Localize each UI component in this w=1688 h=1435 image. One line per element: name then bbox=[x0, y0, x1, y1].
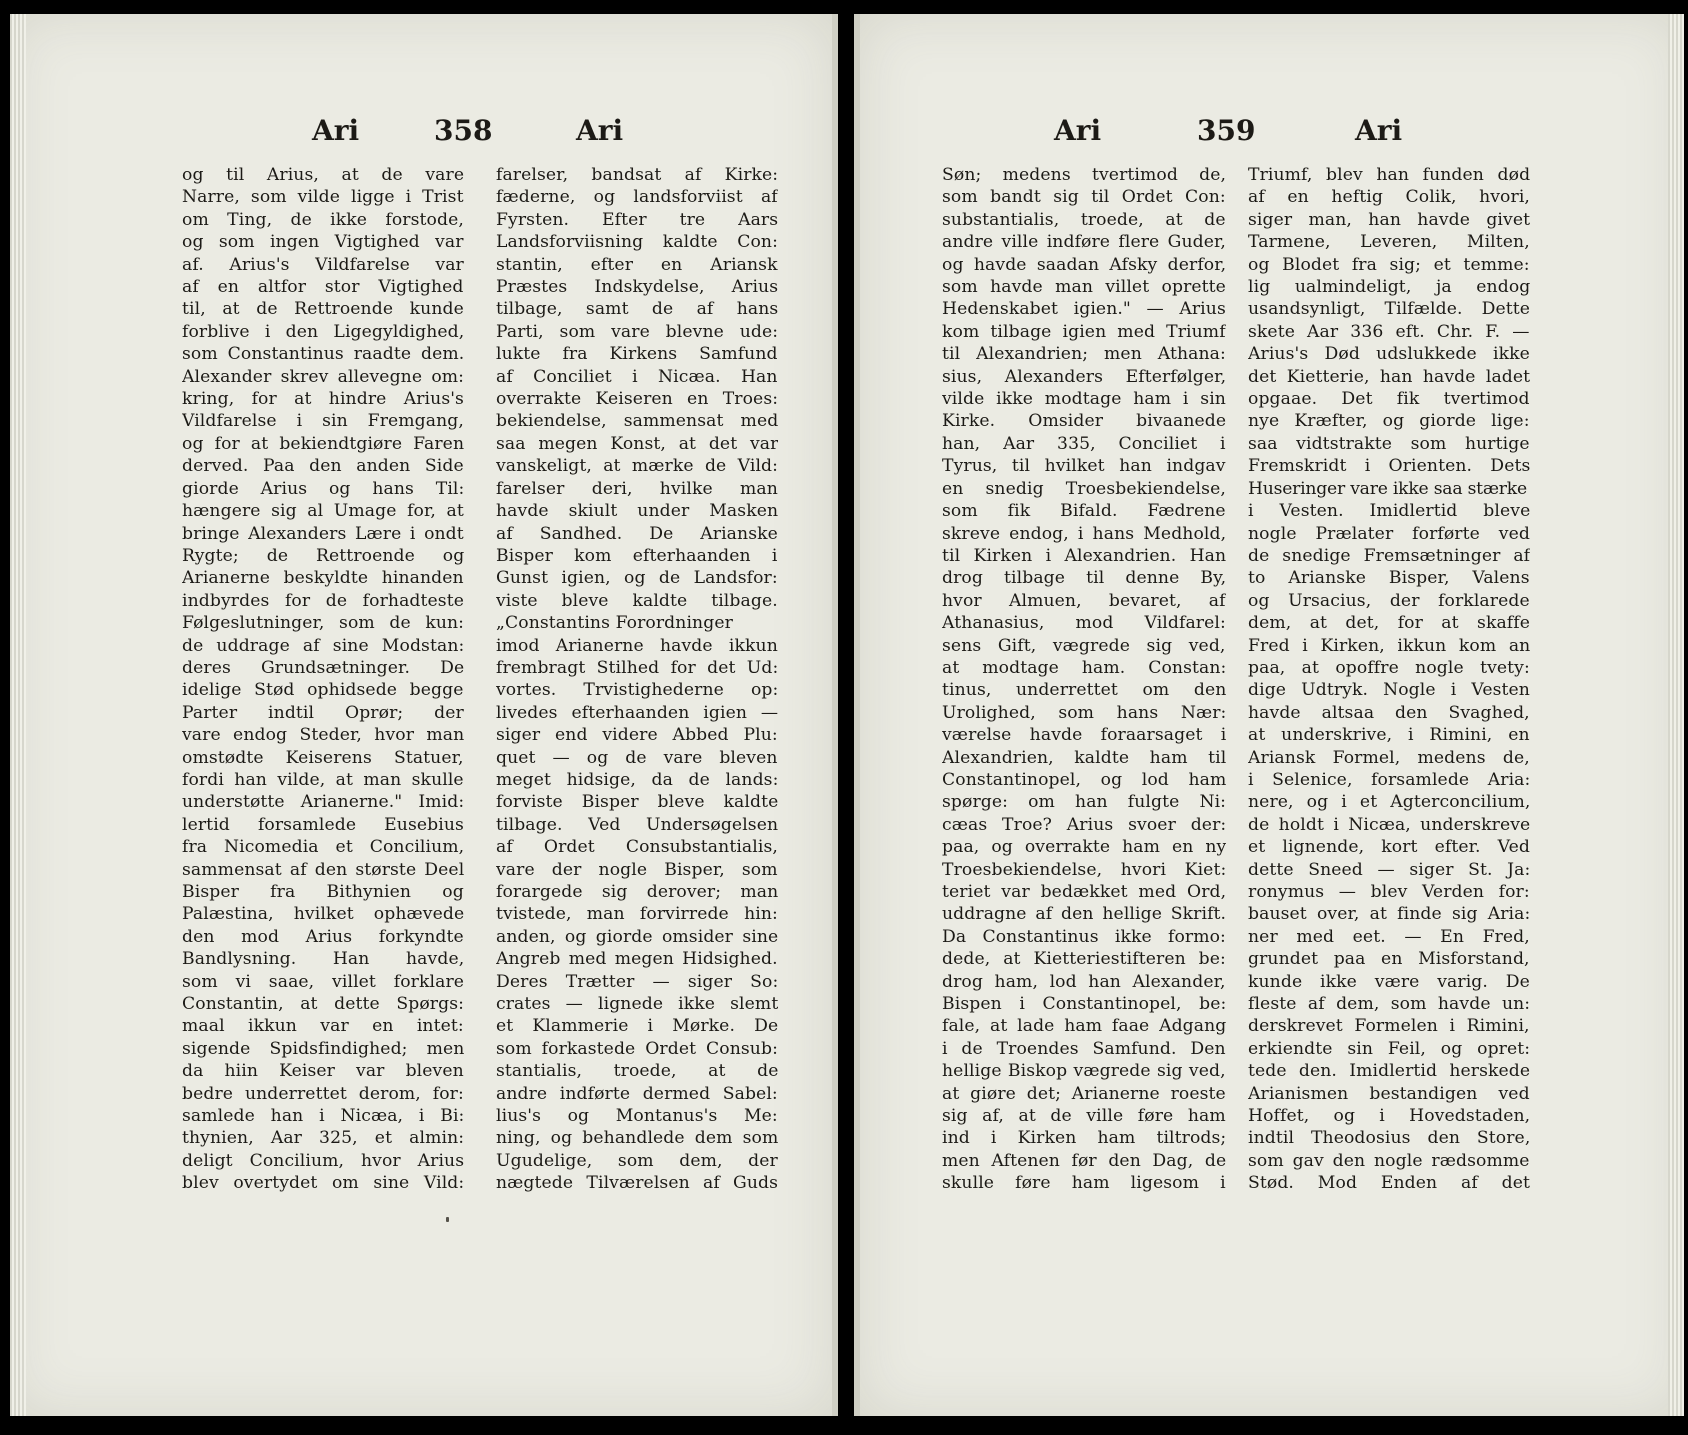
text-line: farelser, bandsat af Kirke: bbox=[496, 165, 778, 185]
text-line: nye Kræfter, og giorde lige: bbox=[1248, 411, 1530, 432]
text-line: en snedig Troesbekiendelse, bbox=[942, 478, 1226, 499]
text-line: Triumf, blev han funden død bbox=[1248, 165, 1530, 185]
text-line: andre indførte dermed Sabel: bbox=[496, 1083, 778, 1104]
text-line: fordi han vilde, at man skulle bbox=[182, 769, 464, 790]
text-line: fæderne, og landsforviist af bbox=[496, 187, 778, 208]
text-line: han, Aar 335, Conciliet i bbox=[942, 433, 1226, 454]
text-line: anden, og giorde omsider sine bbox=[496, 926, 778, 947]
text-line: ning, og behandlede dem som bbox=[496, 1128, 778, 1149]
text-line: Da Constantinus ikke formo: bbox=[942, 926, 1226, 947]
text-line: som fik Bifald. Fædrene bbox=[942, 501, 1226, 522]
text-line: indtil Theodosius den Store, bbox=[1248, 1128, 1530, 1149]
text-line: deres Grundsætninger. De bbox=[182, 657, 464, 678]
text-line: stantin, efter en Ariansk bbox=[496, 254, 778, 275]
text-line: af en altfor stor Vigtighed bbox=[182, 277, 464, 298]
text-line: de uddrage af sine Modstan: bbox=[182, 635, 464, 656]
text-line: bedre underrettet derom, for: bbox=[182, 1083, 464, 1104]
text-line: værelse havde foraarsaget i bbox=[942, 725, 1226, 746]
text-line: imod Arianerne havde ikkun bbox=[496, 635, 778, 656]
text-line: som gav den nogle rædsomme bbox=[1248, 1150, 1530, 1171]
text-line: Parti, som vare blevne ude: bbox=[496, 321, 778, 342]
text-line: af Sandhed. De Arianske bbox=[496, 523, 778, 544]
text-line: og Ursacius, der forklarede bbox=[1248, 590, 1530, 611]
page-edge bbox=[1668, 14, 1684, 1416]
text-line: Gunst igien, og de Landsfor: bbox=[496, 568, 778, 589]
text-line: opgaae. Det fik tvertimod bbox=[1248, 389, 1530, 410]
text-line: Ariansk Formel, medens de, bbox=[1248, 747, 1530, 768]
right-page bbox=[854, 14, 1684, 1416]
text-line: Alexandrien, kaldte ham til bbox=[942, 747, 1226, 768]
text-line: understøtte Arianerne." Imid: bbox=[182, 792, 464, 813]
text-line: vortes. Trvistighederne op: bbox=[496, 680, 778, 701]
text-line: kunde ikke være varig. De bbox=[1248, 971, 1530, 992]
text-line: quet — og de vare bleven bbox=[496, 747, 778, 768]
text-line: den mod Arius forkyndte bbox=[182, 926, 464, 947]
text-line: til Alexandrien; men Athana: bbox=[942, 344, 1226, 365]
text-line: substantialis, troede, at de bbox=[942, 209, 1226, 230]
text-line: og som ingen Vigtighed var bbox=[182, 232, 464, 253]
text-line: deligt Concilium, hvor Arius bbox=[182, 1150, 464, 1171]
header-left-word: Ari bbox=[1054, 114, 1102, 147]
text-line: crates — lignede ikke slemt bbox=[496, 994, 778, 1015]
text-line: og for at bekiendtgiøre Faren bbox=[182, 433, 464, 454]
text-line: kom tilbage igien med Triumf bbox=[942, 321, 1226, 342]
text-line: Bandlysning. Han havde, bbox=[182, 949, 464, 970]
text-line: Fremskridt i Orienten. Dets bbox=[1248, 456, 1530, 477]
text-line: og Blodet fra sig; et temme: bbox=[1248, 254, 1530, 275]
text-line: derved. Paa den anden Side bbox=[182, 456, 464, 477]
text-line: tilbage, samt de af hans bbox=[496, 299, 778, 320]
text-line: at underskrive, i Rimini, en bbox=[1248, 725, 1530, 746]
text-line: bauset over, at finde sig Aria: bbox=[1248, 904, 1530, 925]
text-line: fra Nicomedia et Concilium, bbox=[182, 837, 464, 858]
text-line: bekiendelse, sammensat med bbox=[496, 411, 778, 432]
text-column-2 bbox=[1248, 164, 1530, 1195]
text-column-2 bbox=[496, 164, 778, 1195]
text-line: Hedenskabet igien." — Arius bbox=[942, 299, 1226, 320]
text-line: livedes efterhaanden igien — bbox=[496, 702, 778, 723]
text-line: paa, og overrakte ham en ny bbox=[942, 837, 1226, 858]
text-line: omstødte Keiserens Statuer, bbox=[182, 747, 464, 768]
text-line: Troesbekiendelse, hvori Kiet: bbox=[942, 859, 1226, 880]
text-line: Rygte; de Rettroende og bbox=[182, 545, 464, 566]
text-line: „Constantins Forordninger bbox=[496, 613, 733, 634]
text-line: andre ville indføre flere Guder, bbox=[942, 232, 1226, 253]
text-line: Bispen i Constantinopel, be: bbox=[942, 994, 1226, 1015]
text-line: forargede sig derover; man bbox=[496, 882, 778, 902]
text-line: siger man, han havde givet bbox=[1248, 209, 1530, 230]
text-line: Fyrsten. Efter tre Aars bbox=[496, 209, 778, 230]
text-line: Arianismen bestandigen ved bbox=[1248, 1083, 1530, 1104]
text-line: at modtage ham. Constan: bbox=[942, 657, 1226, 678]
text-line: de snedige Fremsætninger af bbox=[1248, 545, 1530, 566]
text-line: paa, at opoffre nogle tvety: bbox=[1248, 657, 1530, 678]
text-line: af Conciliet i Nicæa. Han bbox=[496, 366, 778, 387]
text-line: ronymus — blev Verden for: bbox=[1248, 882, 1530, 902]
text-line: vare der nogle Bisper, som bbox=[496, 859, 778, 880]
text-line: havde altsaa den Svaghed, bbox=[1248, 702, 1530, 723]
text-line: cæas Troe? Arius svoer der: bbox=[942, 814, 1226, 835]
text-line: og til Arius, at de vare bbox=[182, 165, 464, 185]
text-line: sigende Spidsfindighed; men bbox=[182, 1038, 464, 1059]
text-line: vare endog Steder, hvor man bbox=[182, 725, 464, 746]
text-line: indbyrdes for de forhadteste bbox=[182, 590, 464, 611]
text-line: Ugudelige, som dem, der bbox=[496, 1150, 778, 1171]
text-line: om Ting, de ikke forstode, bbox=[182, 209, 464, 230]
text-line: Bisper kom efterhaanden i bbox=[496, 545, 778, 566]
text-line: nere, og i et Agterconcilium, bbox=[1248, 792, 1530, 813]
text-line: forblive i den Ligegyldighed, bbox=[182, 321, 464, 342]
text-line: hellige Biskop vægrede sig ved, bbox=[942, 1061, 1226, 1082]
text-line: havde skiult under Masken bbox=[496, 501, 778, 522]
text-line: dige Udtryk. Nogle i Vesten bbox=[1248, 680, 1530, 701]
text-line: tvistede, man forvirrede hin: bbox=[496, 904, 778, 925]
text-line: spørge: om han fulgte Ni: bbox=[942, 792, 1226, 813]
text-line: fale, at lade ham faae Adgang bbox=[942, 1016, 1226, 1037]
header-right-word: Ari bbox=[1355, 114, 1403, 147]
text-line: tilbage. Ved Undersøgelsen bbox=[496, 814, 778, 835]
text-line: Hoffet, og i Hovedstaden, bbox=[1248, 1106, 1530, 1127]
page-number: 359 bbox=[1197, 114, 1256, 147]
text-line: saa megen Konst, at det var bbox=[496, 433, 778, 454]
text-line: hvor Almuen, bevaret, af bbox=[942, 590, 1226, 611]
text-line: ind i Kirken ham tiltrods; bbox=[942, 1128, 1226, 1149]
text-line: teriet var bedækket med Ord, bbox=[942, 882, 1226, 902]
text-line: det Kietterie, han havde ladet bbox=[1248, 366, 1530, 387]
text-line: erkiendte sin Feil, og opret: bbox=[1248, 1038, 1530, 1059]
text-line: Stød. Mod Enden af det bbox=[1248, 1173, 1530, 1194]
text-line: Constantin, at dette Spørgs: bbox=[182, 994, 464, 1015]
text-line: skreve endog, i hans Medhold, bbox=[942, 523, 1226, 544]
text-line: Constantinopel, og lod ham bbox=[942, 769, 1226, 790]
text-line: meget hidsige, da de lands: bbox=[496, 769, 778, 790]
text-line: sius, Alexanders Efterfølger, bbox=[942, 366, 1226, 387]
left-page bbox=[10, 14, 838, 1416]
text-line: hængere sig al Umage for, at bbox=[182, 501, 464, 522]
text-line: men Aftenen før den Dag, de bbox=[942, 1150, 1226, 1171]
text-line: lig ualmindeligt, ja endog bbox=[1248, 277, 1530, 298]
text-line: som forkastede Ordet Consub: bbox=[496, 1038, 778, 1059]
text-line: lertid forsamlede Eusebius bbox=[182, 814, 464, 835]
text-line: Athanasius, mod Vildfarel: bbox=[942, 613, 1226, 634]
text-line: blev overtydet om sine Vild: bbox=[182, 1173, 464, 1194]
text-line: Vildfarelse i sin Fremgang, bbox=[182, 411, 464, 432]
text-line: lius's og Montanus's Me: bbox=[496, 1106, 778, 1127]
text-line: Tyrus, til hvilket han indgav bbox=[942, 456, 1226, 477]
text-line: tede den. Imidlertid herskede bbox=[1248, 1061, 1530, 1082]
text-line: i Vesten. Imidlertid bleve bbox=[1248, 501, 1530, 522]
text-line: viste bleve kaldte tilbage. bbox=[496, 590, 778, 611]
text-line: skete Aar 336 eft. Chr. F. — bbox=[1248, 321, 1530, 342]
text-line: i de Troendes Samfund. Den bbox=[942, 1038, 1226, 1059]
text-line: dem, at det, for at skaffe bbox=[1248, 613, 1530, 634]
text-line: idelige Stød ophidsede begge bbox=[182, 680, 464, 701]
text-line: af Ordet Consubstantialis, bbox=[496, 837, 778, 858]
text-line: frembragt Stilhed for det Ud: bbox=[496, 657, 778, 678]
text-line: thynien, Aar 325, et almin: bbox=[182, 1128, 464, 1149]
text-line: kring, for at hindre Arius's bbox=[182, 389, 464, 410]
text-line: i Selenice, forsamlede Aria: bbox=[1248, 769, 1530, 790]
text-line: Urolighed, som hans Nær: bbox=[942, 702, 1226, 723]
text-line: Følgeslutninger, som de kun: bbox=[182, 613, 464, 634]
text-line: vilde ikke modtage ham i sin bbox=[942, 389, 1226, 410]
text-line: maal ikkun var en intet: bbox=[182, 1016, 464, 1037]
text-line: og havde saadan Afsky derfor, bbox=[942, 254, 1226, 275]
text-line: nogle Prælater forførte ved bbox=[1248, 523, 1530, 544]
text-line: Palæstina, hvilket ophævede bbox=[182, 904, 464, 925]
text-line: som vi saae, villet forklare bbox=[182, 971, 464, 992]
text-column-1 bbox=[942, 164, 1226, 1195]
text-line: Arianerne beskyldte hinanden bbox=[182, 568, 464, 589]
text-line: tinus, underrettet om den bbox=[942, 680, 1226, 701]
text-line: Huseringer vare ikke saa stærke bbox=[1248, 478, 1527, 499]
text-line: et lignende, kort efter. Ved bbox=[1248, 837, 1530, 858]
ink-mark bbox=[446, 1217, 449, 1222]
text-line: dette Sneed — siger St. Ja: bbox=[1248, 859, 1530, 880]
text-line: giorde Arius og hans Til: bbox=[182, 478, 464, 499]
text-line: stantialis, troede, at de bbox=[496, 1061, 778, 1082]
text-line: til Kirken i Alexandrien. Han bbox=[942, 545, 1226, 566]
text-line: Parter indtil Oprør; der bbox=[182, 702, 464, 723]
text-line: derskrevet Formelen i Rimini, bbox=[1248, 1016, 1530, 1037]
text-line: vanskeligt, at mærke de Vild: bbox=[496, 456, 778, 477]
text-line: dede, at Kietteriestifteren be: bbox=[942, 949, 1226, 970]
text-line: grundet paa en Misforstand, bbox=[1248, 949, 1530, 970]
text-line: da hiin Keiser var bleven bbox=[182, 1061, 464, 1082]
text-line: siger end videre Abbed Plu: bbox=[496, 725, 778, 746]
text-column-1 bbox=[182, 164, 464, 1195]
text-line: overrakte Keiseren en Troes: bbox=[496, 389, 778, 410]
text-line: to Arianske Bisper, Valens bbox=[1248, 568, 1530, 589]
text-line: sens Gift, vægrede sig ved, bbox=[942, 635, 1226, 656]
text-line: at giøre det; Arianerne roeste bbox=[942, 1083, 1226, 1104]
text-line: Præstes Indskydelse, Arius bbox=[496, 277, 778, 298]
text-line: Bisper fra Bithynien og bbox=[182, 882, 464, 902]
text-line: lukte fra Kirkens Samfund bbox=[496, 344, 778, 365]
text-line: nægtede Tilværelsen af Guds bbox=[496, 1173, 778, 1194]
text-line: et Klammerie i Mørke. De bbox=[496, 1016, 778, 1037]
text-line: af en heftig Colik, hvori, bbox=[1248, 187, 1530, 208]
text-line: farelser deri, hvilke man bbox=[496, 478, 778, 499]
header-right-word: Ari bbox=[576, 114, 624, 147]
text-line: drog tilbage til denne By, bbox=[942, 568, 1226, 589]
text-line: Alexander skrev allevegne om: bbox=[182, 366, 464, 387]
text-line: som havde man villet oprette bbox=[942, 277, 1226, 298]
text-line: forviste Bisper bleve kaldte bbox=[496, 792, 778, 813]
text-line: Narre, som vilde ligge i Trist bbox=[182, 187, 464, 208]
text-line: sig af, at de ville føre ham bbox=[942, 1106, 1226, 1127]
text-line: saa vidtstrakte som hurtige bbox=[1248, 433, 1530, 454]
text-line: Fred i Kirken, ikkun kom an bbox=[1248, 635, 1530, 656]
text-line: skulle føre ham ligesom i bbox=[942, 1173, 1226, 1194]
text-line: Søn; medens tvertimod de, bbox=[942, 165, 1226, 185]
text-line: de holdt i Nicæa, underskreve bbox=[1248, 814, 1530, 835]
text-line: Tarmene, Leveren, Milten, bbox=[1248, 232, 1530, 253]
text-line: som Constantinus raadte dem. bbox=[182, 344, 464, 365]
text-line: Angreb med megen Hidsighed. bbox=[496, 949, 778, 970]
text-line: som bandt sig til Ordet Con: bbox=[942, 187, 1226, 208]
text-line: Deres Trætter — siger So: bbox=[496, 971, 778, 992]
text-line: sammensat af den største Deel bbox=[182, 859, 464, 880]
text-line: uddragne af den hellige Skrift. bbox=[942, 904, 1226, 925]
page-edge bbox=[10, 14, 26, 1416]
text-line: Landsforviisning kaldte Con: bbox=[496, 232, 778, 253]
text-line: fleste af dem, som havde un: bbox=[1248, 994, 1530, 1015]
text-line: ner med eet. — En Fred, bbox=[1248, 926, 1530, 947]
text-line: drog ham, lod han Alexander, bbox=[942, 971, 1226, 992]
text-line: Kirke. Omsider bivaanede bbox=[942, 411, 1226, 432]
text-line: til, at de Rettroende kunde bbox=[182, 299, 464, 320]
text-line: bringe Alexanders Lære i ondt bbox=[182, 523, 464, 544]
page-number: 358 bbox=[434, 114, 493, 147]
text-line: usandsynligt, Tilfælde. Dette bbox=[1248, 299, 1530, 320]
text-line: af. Arius's Vildfarelse var bbox=[182, 254, 464, 275]
text-line: samlede han i Nicæa, i Bi: bbox=[182, 1106, 464, 1127]
text-line: Arius's Død udslukkede ikke bbox=[1248, 344, 1530, 365]
header-left-word: Ari bbox=[312, 114, 360, 147]
